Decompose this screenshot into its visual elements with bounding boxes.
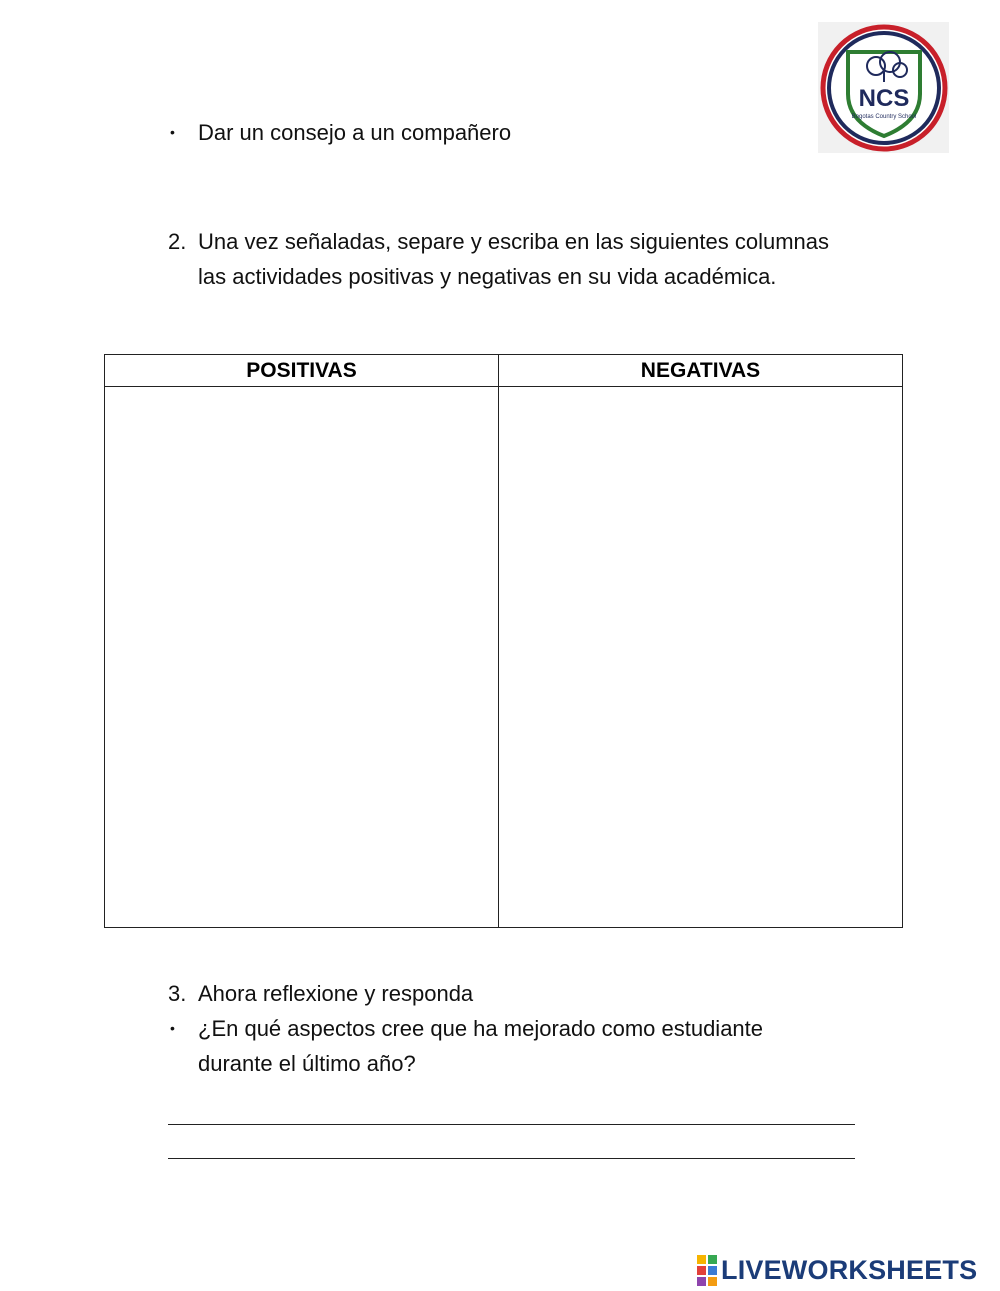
header-positivas: POSITIVAS [105, 355, 499, 387]
liveworksheets-text: LIVEWORKSHEETS [721, 1254, 978, 1285]
school-logo [818, 22, 949, 153]
bullet-icon: • [170, 124, 175, 140]
question-3-bullet-line-1: ¿En qué aspectos cree que ha mejorado como estudiante [198, 1016, 764, 1041]
bullet-text: Dar un consejo a un compañero [198, 120, 512, 145]
logo-text: NCS [858, 85, 910, 112]
answer-line-1[interactable] [168, 1124, 855, 1125]
logo-subtext: Bogotas Country School [851, 114, 917, 120]
cubes-icon [697, 1255, 717, 1286]
question-3-number: 3. [168, 981, 187, 1006]
answer-line-2[interactable] [168, 1158, 855, 1159]
question-2-line-2: las actividades positivas y negativas en su vida académica. [198, 264, 777, 289]
question-2-number: 2. [168, 229, 187, 254]
question-2-line-1: Una vez señaladas, separe y escriba en las siguientes columnas [198, 229, 830, 254]
bullet-icon: • [170, 1020, 175, 1036]
negativas-cell[interactable] [499, 387, 903, 928]
question-3-bullet-line-2: durante el último año? [198, 1051, 416, 1076]
positivas-cell[interactable] [105, 387, 499, 928]
question-3-text: Ahora reflexione y responda [198, 981, 474, 1006]
liveworksheets-logo [697, 1253, 977, 1287]
header-negativas: NEGATIVAS [499, 355, 903, 387]
activities-table [104, 354, 903, 928]
